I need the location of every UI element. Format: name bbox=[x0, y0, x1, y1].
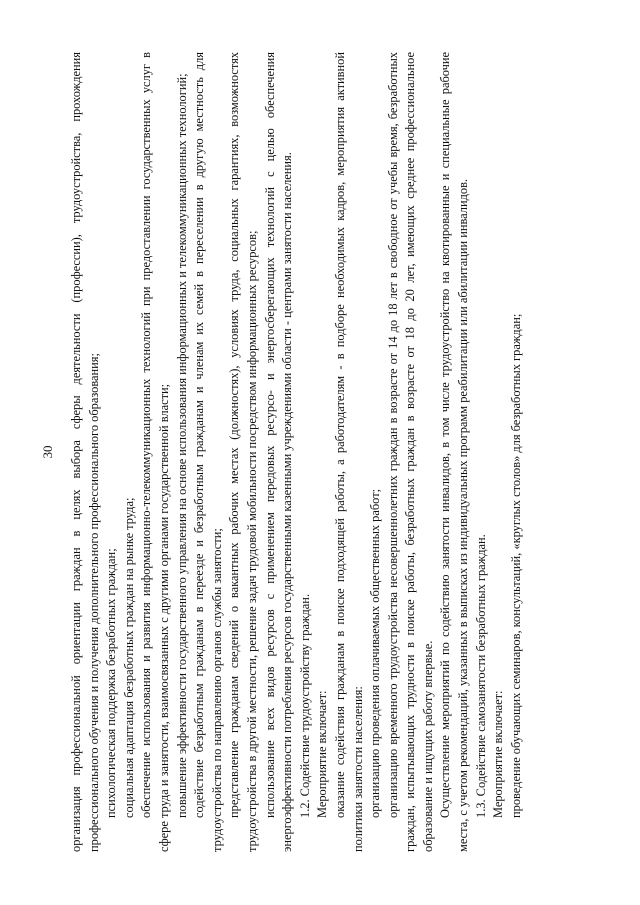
paragraph: организация профессиональной ориентации граждан в целях выбора сферы деятельности (профессии), трудоустройства, прохождения профессионального обучения и получения дополнительного профессионального образования; bbox=[69, 52, 101, 852]
paragraph: оказание содействия гражданам в поиске подходящей работы, а работодателям - в подборе необходимых кадров, мероприятия активной политики занятости населения: bbox=[332, 52, 365, 852]
paragraph: обеспечение использования и развития информационно-телекоммуникационных технологий при предоставлении государственных услуг в сфере труда и занятости, взаимосвязанных с другими органами государственной власти; bbox=[139, 52, 171, 852]
paragraph: использование всех видов ресурсов с применением передовых ресурсо- и энергосберегающих технологий с целью обеспечения энергоэффективности потребления ресурсов государственными казенными учреждениями области - центрами занятости населения. bbox=[262, 52, 295, 852]
paragraph: 1.3. Содействие самозанятости безработных граждан. bbox=[473, 534, 488, 818]
paragraph: социальная адаптация безработных граждан на рынке труда; bbox=[121, 497, 136, 818]
paragraph: организацию временного трудоустройства несовершеннолетних граждан в возрасте от 14 до 18 лет в свободное от учебы время, безработных граждан, испытывающих трудности в поиске работы, безработных граждан в возрасте от 18 до 20 лет, имеющих среднее профессиональное образование и ищущих работу впервые. bbox=[385, 52, 435, 852]
rotated-text-block bbox=[40, 52, 600, 852]
paragraph: организацию проведения оплачиваемых общественных работ; bbox=[368, 488, 383, 818]
paragraph: 1.2. Содействие трудоустройству граждан. bbox=[297, 593, 312, 818]
page-number: 30 bbox=[40, 445, 55, 459]
paragraph: проведение обучающих семинаров, консультаций, «круглых столов» для безработных граждан; bbox=[508, 313, 523, 818]
paragraph: Мероприятие включает: bbox=[491, 690, 506, 818]
paragraph: Осуществление мероприятий по содействию занятости инвалидов, в том числе трудоустройство на квотированные и специальные рабочие места, с учетом рекомендаций, указанных в выписках из индивидуальных программ реабилитации или абилитации инвалидов. bbox=[438, 52, 471, 852]
paragraph: содействие безработным гражданам в переезде и безработным гражданам и членам их семей в переселении в другую местность для трудоустройства по направлению органов службы занятости; bbox=[192, 52, 224, 852]
paragraph: Мероприятие включает: bbox=[315, 690, 330, 818]
paragraph: повышение эффективности государственного управления на основе использования информационных и телекоммуникационных технологий; bbox=[174, 73, 189, 818]
paragraph: представление гражданам сведений о вакантных рабочих местах (должностях), условиях труда, социальных гарантиях, возможностях трудоустройства в другой местности, решение задач трудовой мобильности посредством информационных ресурсов; bbox=[227, 52, 259, 852]
document-body bbox=[68, 52, 525, 852]
paragraph: психологическая поддержка безработных граждан; bbox=[104, 548, 119, 818]
